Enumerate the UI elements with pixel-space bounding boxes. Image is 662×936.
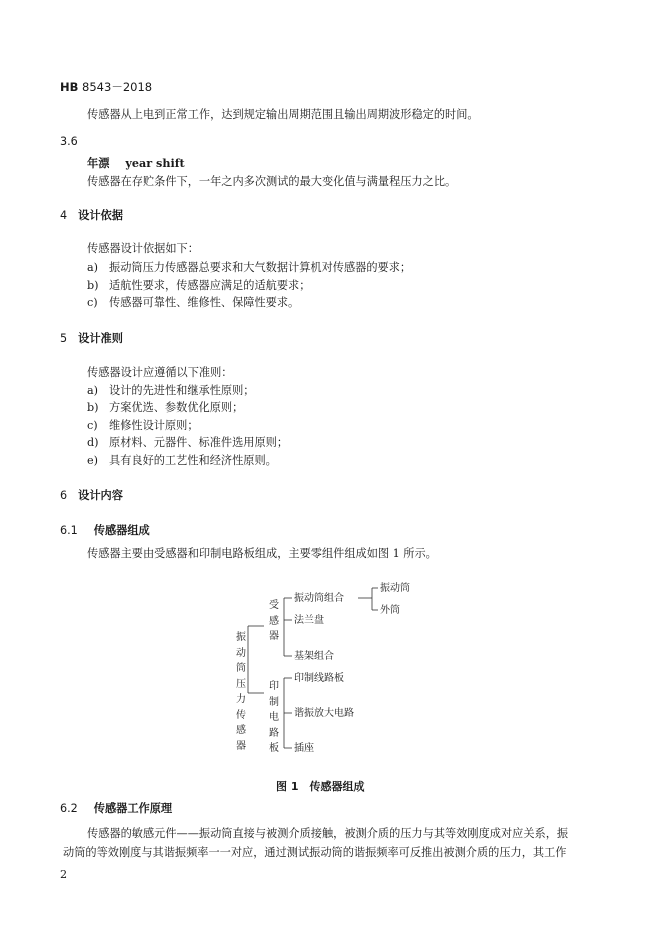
document-code [60,79,152,95]
list-marker: c) [87,296,98,309]
list-marker: a) [87,384,99,397]
tree-node: 振动筒组合 [294,593,344,604]
section-5-title: 设计准则 [78,332,123,345]
section-3-5-body: 传感器从上电到正常工作，达到规定输出周期范围且输出周期波形稳定的时间。 [87,108,479,121]
tree-root-label: 振动筒压力传感器 [236,632,246,752]
list-marker: e) [87,454,98,467]
list-marker: a) [87,261,99,274]
tree-node: 外筒 [380,605,400,616]
tree-node: 基架组合 [294,651,334,662]
list-item [87,295,300,311]
tree-node: 插座 [294,743,314,754]
list-text: 维修性设计原则； [109,419,199,432]
section-6-1-heading [60,523,150,539]
list-text: 传感器可靠性、维修性、保障性要求。 [109,296,300,309]
figure-caption: 图 1 传感器组成 [276,780,365,793]
section-6-2-heading [60,801,172,817]
section-6-1-body: 传感器主要由受感器和印制电路板组成，主要零组件组成如图 1 所示。 [87,547,437,560]
list-item [87,383,255,399]
term-english: year shift [125,156,185,170]
section-4-number: 4 [60,209,68,222]
section-4-title: 设计依据 [78,209,123,222]
section-3-6-number: 3.6 [60,135,78,148]
list-text: 设计的先进性和继承性原则； [109,384,255,397]
list-item [87,400,244,416]
section-5-heading [60,331,123,347]
section-5-number: 5 [60,332,68,345]
list-marker: b) [87,401,99,414]
list-item [87,418,199,434]
section-6-2-title: 传感器工作原理 [93,802,173,815]
page-number: 2 [60,868,68,881]
list-marker: b) [87,279,99,292]
list-text: 原材料、元器件、标准件选用原则； [109,436,289,449]
section-6-1-number: 6.1 [60,524,78,537]
tree-node: 谐振放大电路 [294,708,354,719]
list-marker: c) [87,419,98,432]
document-code-number: 8543－2018 [78,80,153,94]
list-item [87,260,412,276]
section-6-2-number: 6.2 [60,802,78,815]
tree-branch-sensor: 受感器 [269,600,279,642]
section-4-intro: 传感器设计依据如下： [87,242,199,255]
section-6-2-body-line: 传感器的敏感元件——振动筒直接与被测介质接触，被测介质的压力与其等效刚度成对应关系，振 [87,827,569,840]
section-6-2-body-line: 动筒的等效刚度与其谐振频率一一对应，通过测试振动筒的谐振频率可反推出被测介质的压力，其工作 [63,846,567,859]
section-6-title: 设计内容 [78,489,123,502]
tree-branch-pcb: 印制电路板 [269,681,279,754]
term-chinese: 年漂 [87,157,110,170]
list-text: 具有良好的工艺性和经济性原则。 [109,454,277,467]
tree-node: 印制线路板 [294,673,344,684]
document-code-prefix: HB [60,80,79,94]
section-5-intro: 传感器设计应遵循以下准则： [87,366,233,379]
tree-node: 法兰盘 [294,615,324,626]
list-item [87,453,277,469]
section-6-heading [60,488,123,504]
section-6-number: 6 [60,489,68,502]
list-text: 振动筒压力传感器总要求和大气数据计算机对传感器的要求； [109,261,412,274]
list-item [87,435,289,451]
section-3-6-term [87,155,185,172]
tree-node: 振动筒 [380,583,410,594]
section-4-heading [60,208,123,224]
section-3-6-body: 传感器在存贮条件下，一年之内多次测试的最大变化值与满量程压力之比。 [87,175,457,188]
list-item [87,278,311,294]
section-6-1-title: 传感器组成 [93,524,150,537]
list-text: 适航性要求，传感器应满足的适航要求； [109,279,311,292]
list-text: 方案优选、参数优化原则； [109,401,244,414]
component-tree-diagram [230,578,430,756]
list-marker: d) [87,436,99,449]
